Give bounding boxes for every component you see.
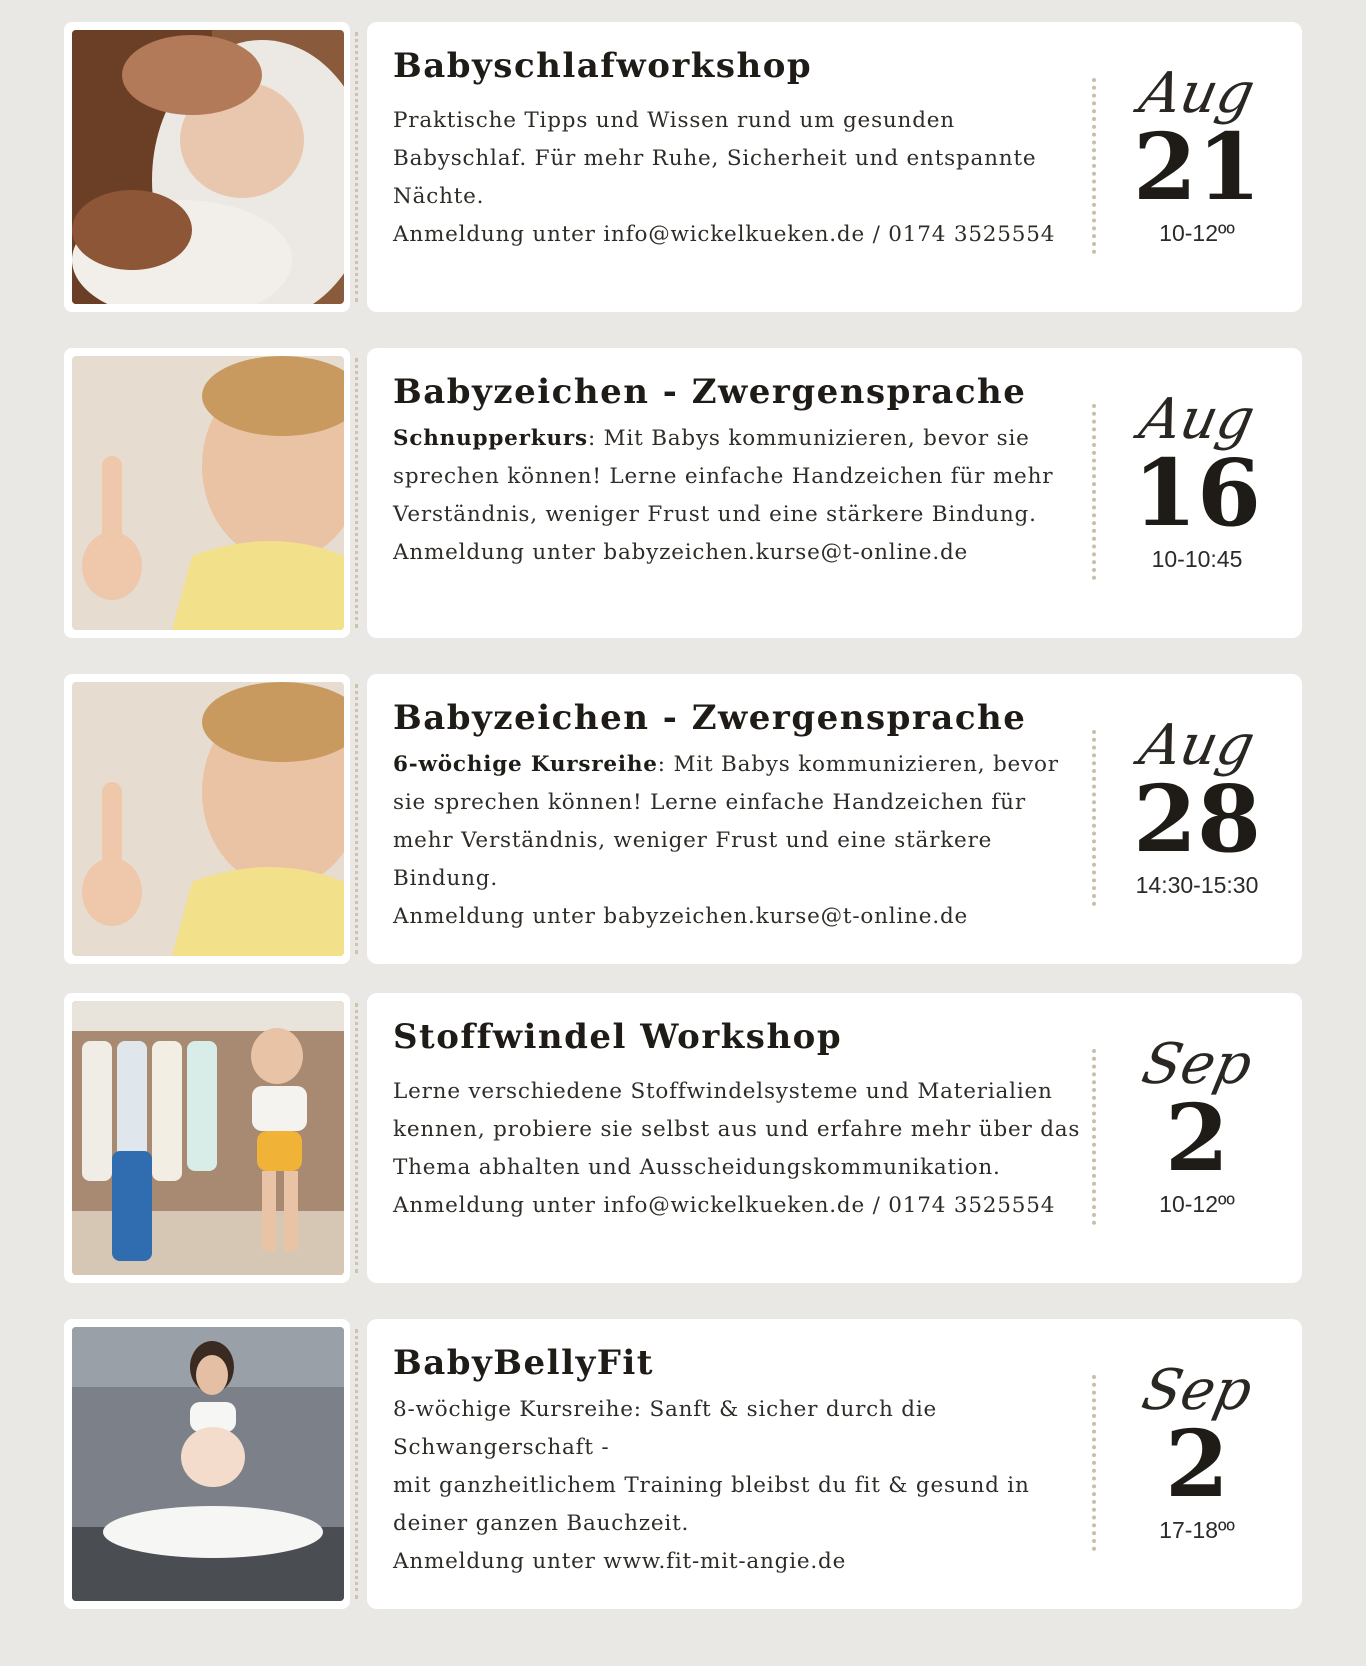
- event-contact: Anmeldung unter babyzeichen.kurse@t-online.de: [393, 540, 969, 565]
- event-photo-frame: [64, 22, 350, 312]
- event-date: [1097, 387, 1297, 574]
- event-time: 10-12ºº: [1159, 220, 1235, 246]
- stitch-divider: [355, 684, 358, 954]
- event-description: [393, 1391, 1033, 1581]
- event-body: Lerne verschiedene Stoffwindelsysteme und Materialien kennen, probiere sie selbst aus und erfahre mehr über das Thema abhalten und Ausscheidungskommunikation.: [393, 1079, 1081, 1180]
- event-day: 21: [1132, 113, 1262, 221]
- event-photo-frame: [64, 348, 350, 638]
- event-body: : Mit Babys kommunizieren, bevor sie sprechen können! Lerne einfache Handzeichen für mehr Verständnis, weniger Frust und eine stärkere Bindung.: [393, 752, 1059, 891]
- photo-pregnant-woman-yoga: [72, 1327, 344, 1601]
- event-info-card: [367, 348, 1302, 638]
- event-description: [393, 746, 1073, 936]
- event-card-stoffwindel-workshop: [64, 993, 1302, 1283]
- event-month: Aug: [1134, 61, 1261, 126]
- event-photo-frame: [64, 674, 350, 964]
- event-month: Sep: [1136, 1358, 1258, 1423]
- event-info-card: [367, 993, 1302, 1283]
- event-description: [393, 102, 1073, 254]
- event-month: Sep: [1136, 1032, 1258, 1097]
- event-info-card: [367, 1319, 1302, 1609]
- event-time: 10-12ºº: [1159, 1191, 1235, 1217]
- stitch-divider: [355, 1003, 358, 1273]
- photo-toddler-pointing: [72, 682, 344, 956]
- event-date: [1097, 713, 1297, 900]
- event-title: BabyBellyFit: [393, 1343, 655, 1383]
- event-time: 10-10:45: [1151, 546, 1243, 572]
- event-body: 8-wöchige Kursreihe: Sanft & sicher durch die Schwangerschaft -: [393, 1397, 938, 1460]
- event-title: Babyzeichen - Zwergensprache: [393, 698, 1027, 738]
- event-description: [393, 1073, 1083, 1225]
- event-info-card: [367, 674, 1302, 964]
- event-contact: Anmeldung unter www.fit-mit-angie.de: [393, 1549, 847, 1574]
- event-card-babybellyfit: [64, 1319, 1302, 1609]
- event-day: 28: [1132, 765, 1262, 873]
- event-body: : Mit Babys kommunizieren, bevor sie sprechen können! Lerne einfache Handzeichen für mehr Verständnis, weniger Frust und eine stärkere Bindung.: [393, 426, 1054, 527]
- event-card-babyzeichen-kursreihe: [64, 674, 1302, 964]
- event-body-continued: mit ganzheitlichem Training bleibst du fit & gesund in deiner ganzen Bauchzeit.: [393, 1473, 1030, 1536]
- event-month: Aug: [1134, 713, 1261, 778]
- event-day: 2: [1164, 1084, 1229, 1192]
- stitch-divider: [355, 32, 358, 302]
- event-photo-frame: [64, 993, 350, 1283]
- photo-mother-sleeping-baby: [72, 30, 344, 304]
- photo-cloth-diapers-toddler: [72, 1001, 344, 1275]
- stitch-divider: [355, 358, 358, 628]
- event-card-babyzeichen-schnupperkurs: [64, 348, 1302, 638]
- event-time: 17-18ºº: [1159, 1517, 1235, 1543]
- event-contact: Anmeldung unter babyzeichen.kurse@t-online.de: [393, 904, 969, 929]
- event-title: Stoffwindel Workshop: [393, 1017, 843, 1057]
- event-description: [393, 420, 1073, 572]
- event-day: 16: [1132, 439, 1262, 547]
- stitch-divider: [355, 1329, 358, 1599]
- event-date: [1097, 61, 1297, 248]
- event-contact: Anmeldung unter info@wickelkueken.de / 0174 3525554: [393, 222, 1056, 247]
- event-card-babyschlafworkshop: [64, 22, 1302, 312]
- event-title: Babyschlafworkshop: [393, 46, 813, 86]
- event-day: 2: [1164, 1410, 1229, 1518]
- event-date: [1097, 1032, 1297, 1219]
- photo-toddler-pointing: [72, 356, 344, 630]
- event-time: 14:30-15:30: [1135, 872, 1259, 898]
- event-title: Babyzeichen - Zwergensprache: [393, 372, 1027, 412]
- event-lead: Schnupperkurs: [393, 426, 588, 451]
- event-lead: 6-wöchige Kursreihe: [393, 752, 658, 777]
- event-photo-frame: [64, 1319, 350, 1609]
- event-month: Aug: [1134, 387, 1261, 452]
- event-body: Praktische Tipps und Wissen rund um gesunden Babyschlaf. Für mehr Ruhe, Sicherheit und entspannte Nächte.: [393, 108, 1037, 209]
- event-contact: Anmeldung unter info@wickelkueken.de / 0174 3525554: [393, 1193, 1056, 1218]
- event-info-card: [367, 22, 1302, 312]
- event-date: [1097, 1358, 1297, 1545]
